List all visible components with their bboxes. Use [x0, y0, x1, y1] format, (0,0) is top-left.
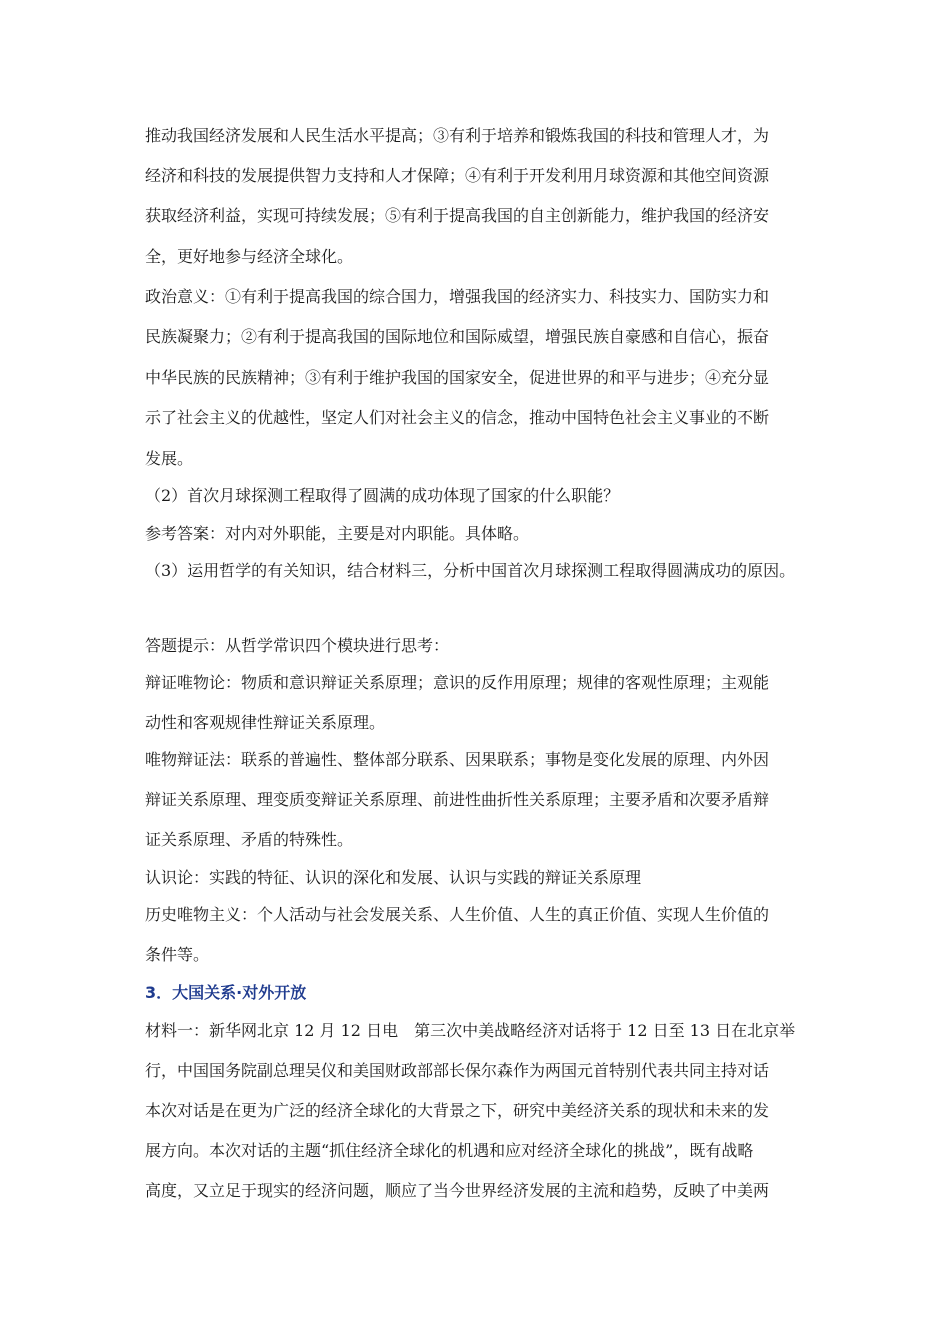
- text-line: 民族凝聚力；②有利于提高我国的国际地位和国际威望，增强民族自豪感和自信心，振奋: [145, 327, 770, 346]
- text-line: 认识论：实践的特征、认识的深化和发展、认识与实践的辩证关系原理: [145, 868, 642, 887]
- text-line: 中华民族的民族精神；③有利于维护我国的国家安全，促进世界的和平与进步；④充分显: [145, 368, 770, 387]
- text-line: 材料一：新华网北京 12 月 12 日电 第三次中美战略经济对话将于 12 日至 13 日在北京举: [145, 1021, 796, 1040]
- answer-hint: 答题提示：从哲学常识四个模块进行思考：: [145, 636, 450, 655]
- text-line: 本次对话是在更为广泛的经济全球化的大背景之下，研究中美经济关系的现状和未来的发: [145, 1101, 770, 1120]
- section-heading: 3．大国关系·对外开放: [145, 983, 307, 1002]
- text-line: 唯物辩证法：联系的普遍性、整体部分联系、因果联系；事物是变化发展的原理、内外因: [145, 750, 770, 769]
- question-3: （3）运用哲学的有关知识，结合材料三，分析中国首次月球探测工程取得圆满成功的原因。: [145, 561, 796, 580]
- text-line: 展方向。本次对话的主题“抓住经济全球化的机遇和应对经济全球化的挑战”，既有战略: [145, 1141, 754, 1160]
- text-line: 政治意义：①有利于提高我国的综合国力，增强我国的经济实力、科技实力、国防实力和: [145, 287, 770, 306]
- text-line: 推动我国经济发展和人民生活水平提高；③有利于培养和锻炼我国的科技和管理人才，为: [145, 126, 770, 145]
- text-line: 证关系原理、矛盾的特殊性。: [145, 830, 354, 849]
- text-line: 辩证唯物论：物质和意识辩证关系原理；意识的反作用原理；规律的客观性原理；主观能: [145, 673, 770, 692]
- text-line: 示了社会主义的优越性，坚定人们对社会主义的信念，推动中国特色社会主义事业的不断: [145, 408, 770, 427]
- text-line: 条件等。: [145, 945, 210, 964]
- text-line: 全，更好地参与经济全球化。: [145, 247, 354, 266]
- text-line: 获取经济利益，实现可持续发展；⑤有利于提高我国的自主创新能力，维护我国的经济安: [145, 206, 770, 225]
- reference-answer: 参考答案：对内对外职能，主要是对内职能。具体略。: [145, 524, 530, 543]
- text-line: 动性和客观规律性辩证关系原理。: [145, 713, 386, 732]
- text-line: 辩证关系原理、理变质变辩证关系原理、前进性曲折性关系原理；主要矛盾和次要矛盾辩: [145, 790, 770, 809]
- text-line: 发展。: [145, 449, 194, 468]
- text-line: 历史唯物主义：个人活动与社会发展关系、人生价值、人生的真正价值、实现人生价值的: [145, 905, 770, 924]
- text-line: 行，中国国务院副总理吴仪和美国财政部部长保尔森作为两国元首特别代表共同主持对话: [145, 1061, 770, 1080]
- text-line: 高度，又立足于现实的经济问题，顺应了当今世界经济发展的主流和趋势，反映了中美两: [145, 1181, 770, 1200]
- text-line: 经济和科技的发展提供智力支持和人才保障；④有利于开发利用月球资源和其他空间资源: [145, 166, 770, 185]
- question-2: （2）首次月球探测工程取得了圆满的成功体现了国家的什么职能？: [145, 486, 620, 505]
